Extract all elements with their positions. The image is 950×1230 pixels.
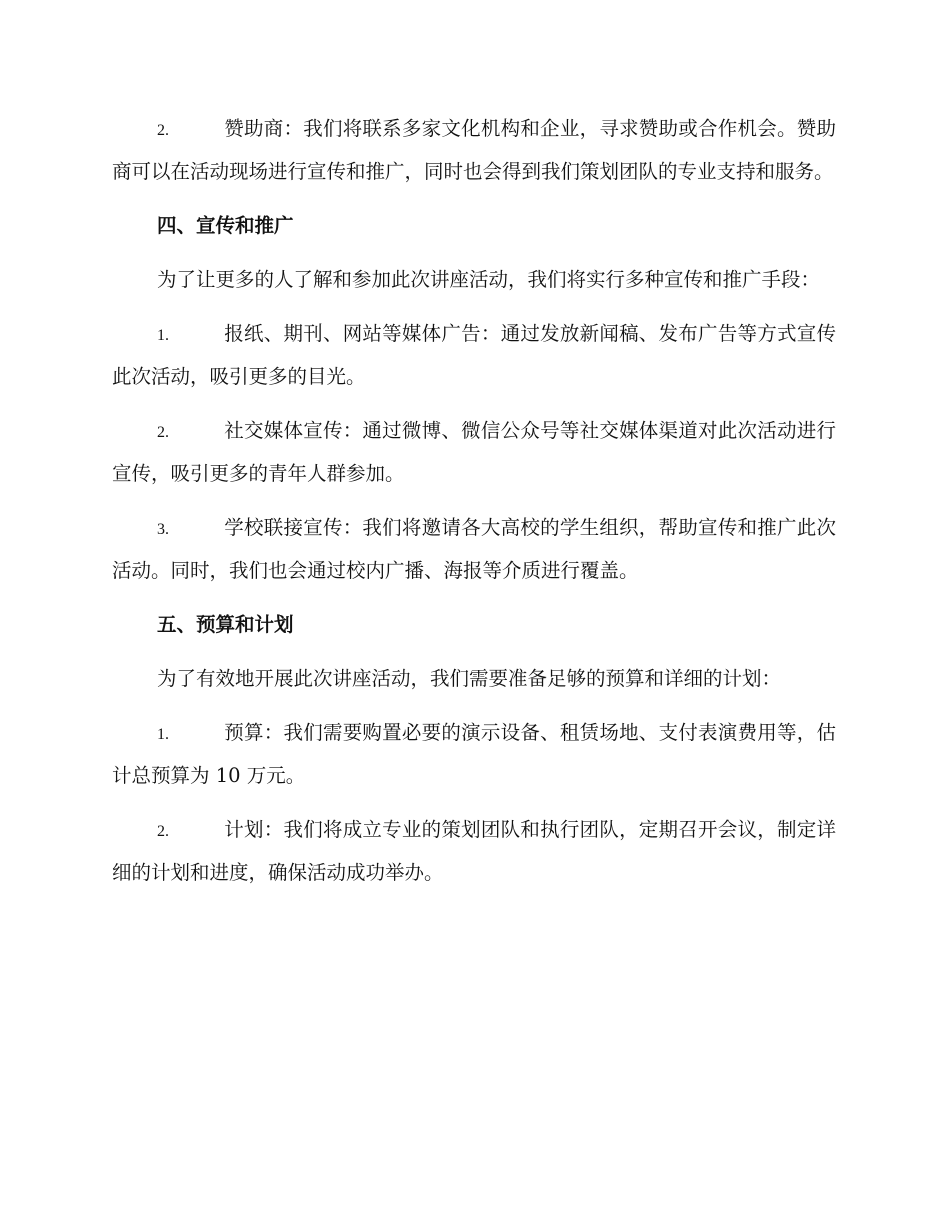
section-heading-budget: 五、预算和计划 (157, 613, 294, 636)
sponsor-list-item (112, 108, 836, 192)
list-number: 2. (157, 823, 169, 840)
list-item (112, 507, 836, 591)
list-number: 3. (157, 521, 169, 538)
list-number: 2. (157, 424, 169, 441)
list-item (112, 712, 836, 796)
list-item-text: 预算：我们需要购置必要的演示设备、租赁场地、支付表演费用等，估计总预算为 10 万元。 (112, 721, 836, 787)
section-intro-budget: 为了有效地开展此次讲座活动，我们需要准备足够的预算和详细的计划： (157, 667, 782, 690)
list-item-text: 报纸、期刊、网站等媒体广告：通过发放新闻稿、发布广告等方式宣传此次活动，吸引更多的目光。 (112, 322, 836, 388)
list-item (112, 410, 836, 494)
list-item (112, 809, 836, 893)
document-body (112, 108, 836, 906)
list-number: 2. (157, 122, 169, 139)
list-number: 1. (157, 327, 169, 344)
list-item-text: 学校联接宣传：我们将邀请各大高校的学生组织，帮助宣传和推广此次活动。同时，我们也会通过校内广播、海报等介质进行覆盖。 (112, 516, 836, 582)
section-heading-publicity: 四、宣传和推广 (157, 214, 294, 237)
list-item-text: 社交媒体宣传：通过微博、微信公众号等社交媒体渠道对此次活动进行宣传，吸引更多的青年人群参加。 (112, 419, 836, 485)
list-number: 1. (157, 726, 169, 743)
list-item-text: 计划：我们将成立专业的策划团队和执行团队，定期召开会议，制定详细的计划和进度，确保活动成功举办。 (112, 818, 836, 884)
section-intro-publicity: 为了让更多的人了解和参加此次讲座活动，我们将实行多种宣传和推广手段： (157, 268, 821, 291)
list-item-text: 赞助商：我们将联系多家文化机构和企业，寻求赞助或合作机会。赞助商可以在活动现场进行宣传和推广，同时也会得到我们策划团队的专业支持和服务。 (112, 117, 836, 183)
list-item (112, 313, 836, 397)
